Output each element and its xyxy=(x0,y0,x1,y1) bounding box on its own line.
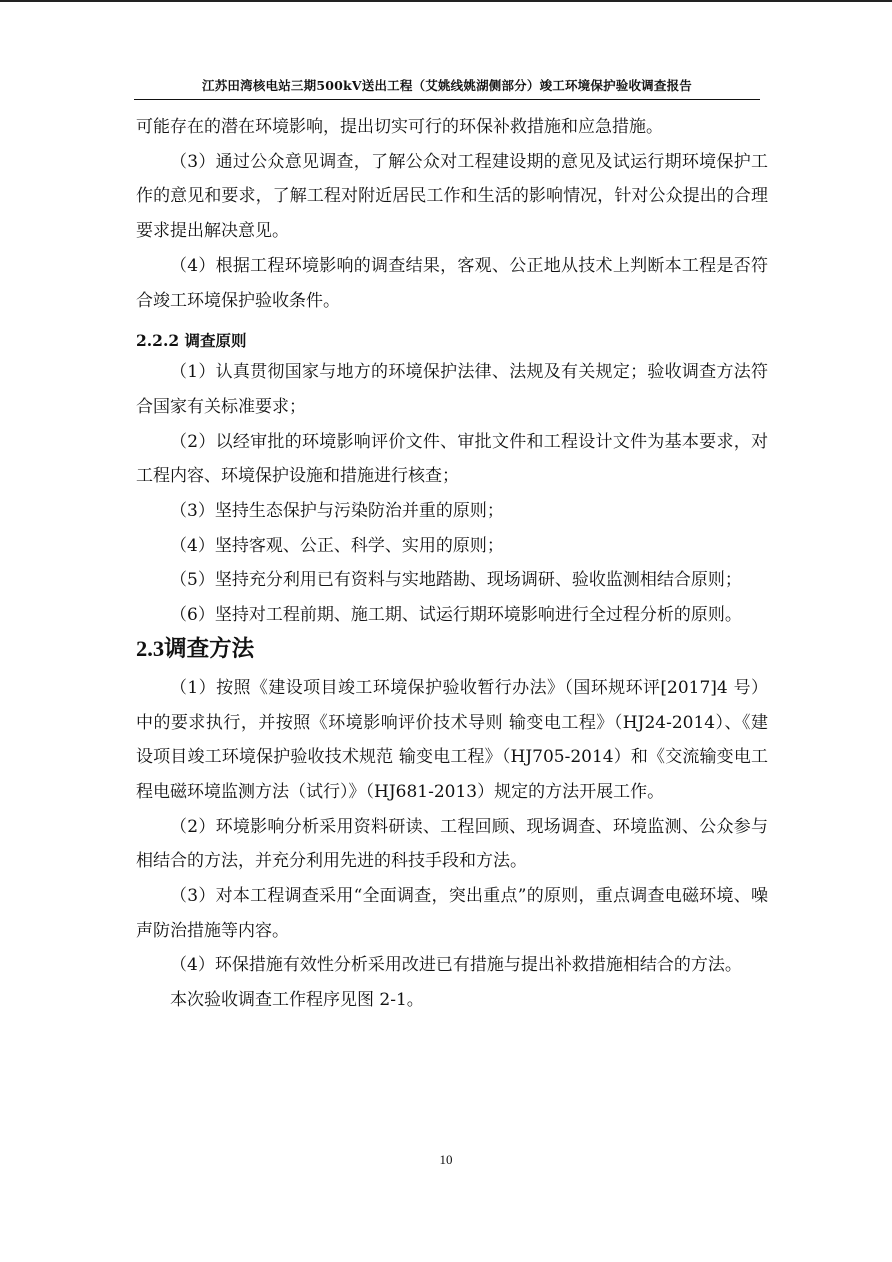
running-header: 江苏田湾核电站三期500kV送出工程（艾姚线姚湖侧部分）竣工环境保护验收调查报告 xyxy=(202,78,692,93)
section-2-3-title: 调查方法 xyxy=(164,635,255,662)
principle-item-3: （3）坚持生态保护与污染防治并重的原则； xyxy=(170,501,504,522)
method-item-4: （4）环保措施有效性分析采用改进已有措施与提出补救措施相结合的方法。 xyxy=(170,955,742,976)
method-item-3: （3）对本工程调查采用“全面调查，突出重点”的原则，重点调查电磁环境、噪声防治措施等内容。 xyxy=(136,886,768,941)
method-item-1: （1）按照《建设项目竣工环境保护验收暂行办法》（国环规环评[2017]4 号）中的要求执行，并按照《环境影响评价技术导则 输变电工程》（HJ24-2014）、《建设项目竣工环境保护验收技术规范 输变电工程》（HJ705-2014）和《交流输变电工程电磁环境监测方法（试行）》（HJ681-2013）规定的方法开展工作。 xyxy=(136,677,768,802)
top-border-line xyxy=(0,0,892,2)
principle-item-5: （5）坚持充分利用已有资料与实地踏勘、现场调研、验收监测相结合原则； xyxy=(170,570,742,591)
intro-paragraph-3: （3）通过公众意见调查，了解公众对工程建设期的意见及试运行期环境保护工作的意见和要求，了解工程对附近居民工作和生活的影响情况，针对公众提出的合理要求提出解决意见。 xyxy=(136,151,768,242)
principle-item-6: （6）坚持对工程前期、施工期、试运行期环境影响进行全过程分析的原则。 xyxy=(170,605,742,626)
section-2-2-2-heading: 2.2.2 调查原则 xyxy=(136,331,247,351)
principle-item-1: （1）认真贯彻国家与地方的环境保护法律、法规及有关规定；验收调查方法符合国家有关标准要求； xyxy=(136,362,768,417)
header-rule xyxy=(134,99,760,100)
intro-paragraph-4: （4）根据工程环境影响的调查结果，客观、公正地从技术上判断本工程是否符合竣工环境保护验收条件。 xyxy=(136,255,768,311)
principle-item-4: （4）坚持客观、公正、科学、实用的原则； xyxy=(170,535,504,556)
section-2-3-heading xyxy=(136,633,768,665)
method-item-2: （2）环境影响分析采用资料研读、工程回顾、现场调查、环境监测、公众参与相结合的方法，并充分利用先进的科技手段和方法。 xyxy=(136,816,768,872)
figure-reference: 本次验收调查工作程序见图 2-1。 xyxy=(170,990,424,1011)
section-2-3-number: 2.3 xyxy=(136,635,165,661)
intro-paragraph-continuation: 可能存在的潜在环境影响，提出切实可行的环保补救措施和应急措施。 xyxy=(136,117,663,137)
page-number: 10 xyxy=(439,1152,453,1167)
principle-item-2: （2）以经审批的环境影响评价文件、审批文件和工程设计文件为基本要求，对工程内容、环境保护设施和措施进行核查； xyxy=(136,431,768,487)
page-body xyxy=(136,110,768,1018)
